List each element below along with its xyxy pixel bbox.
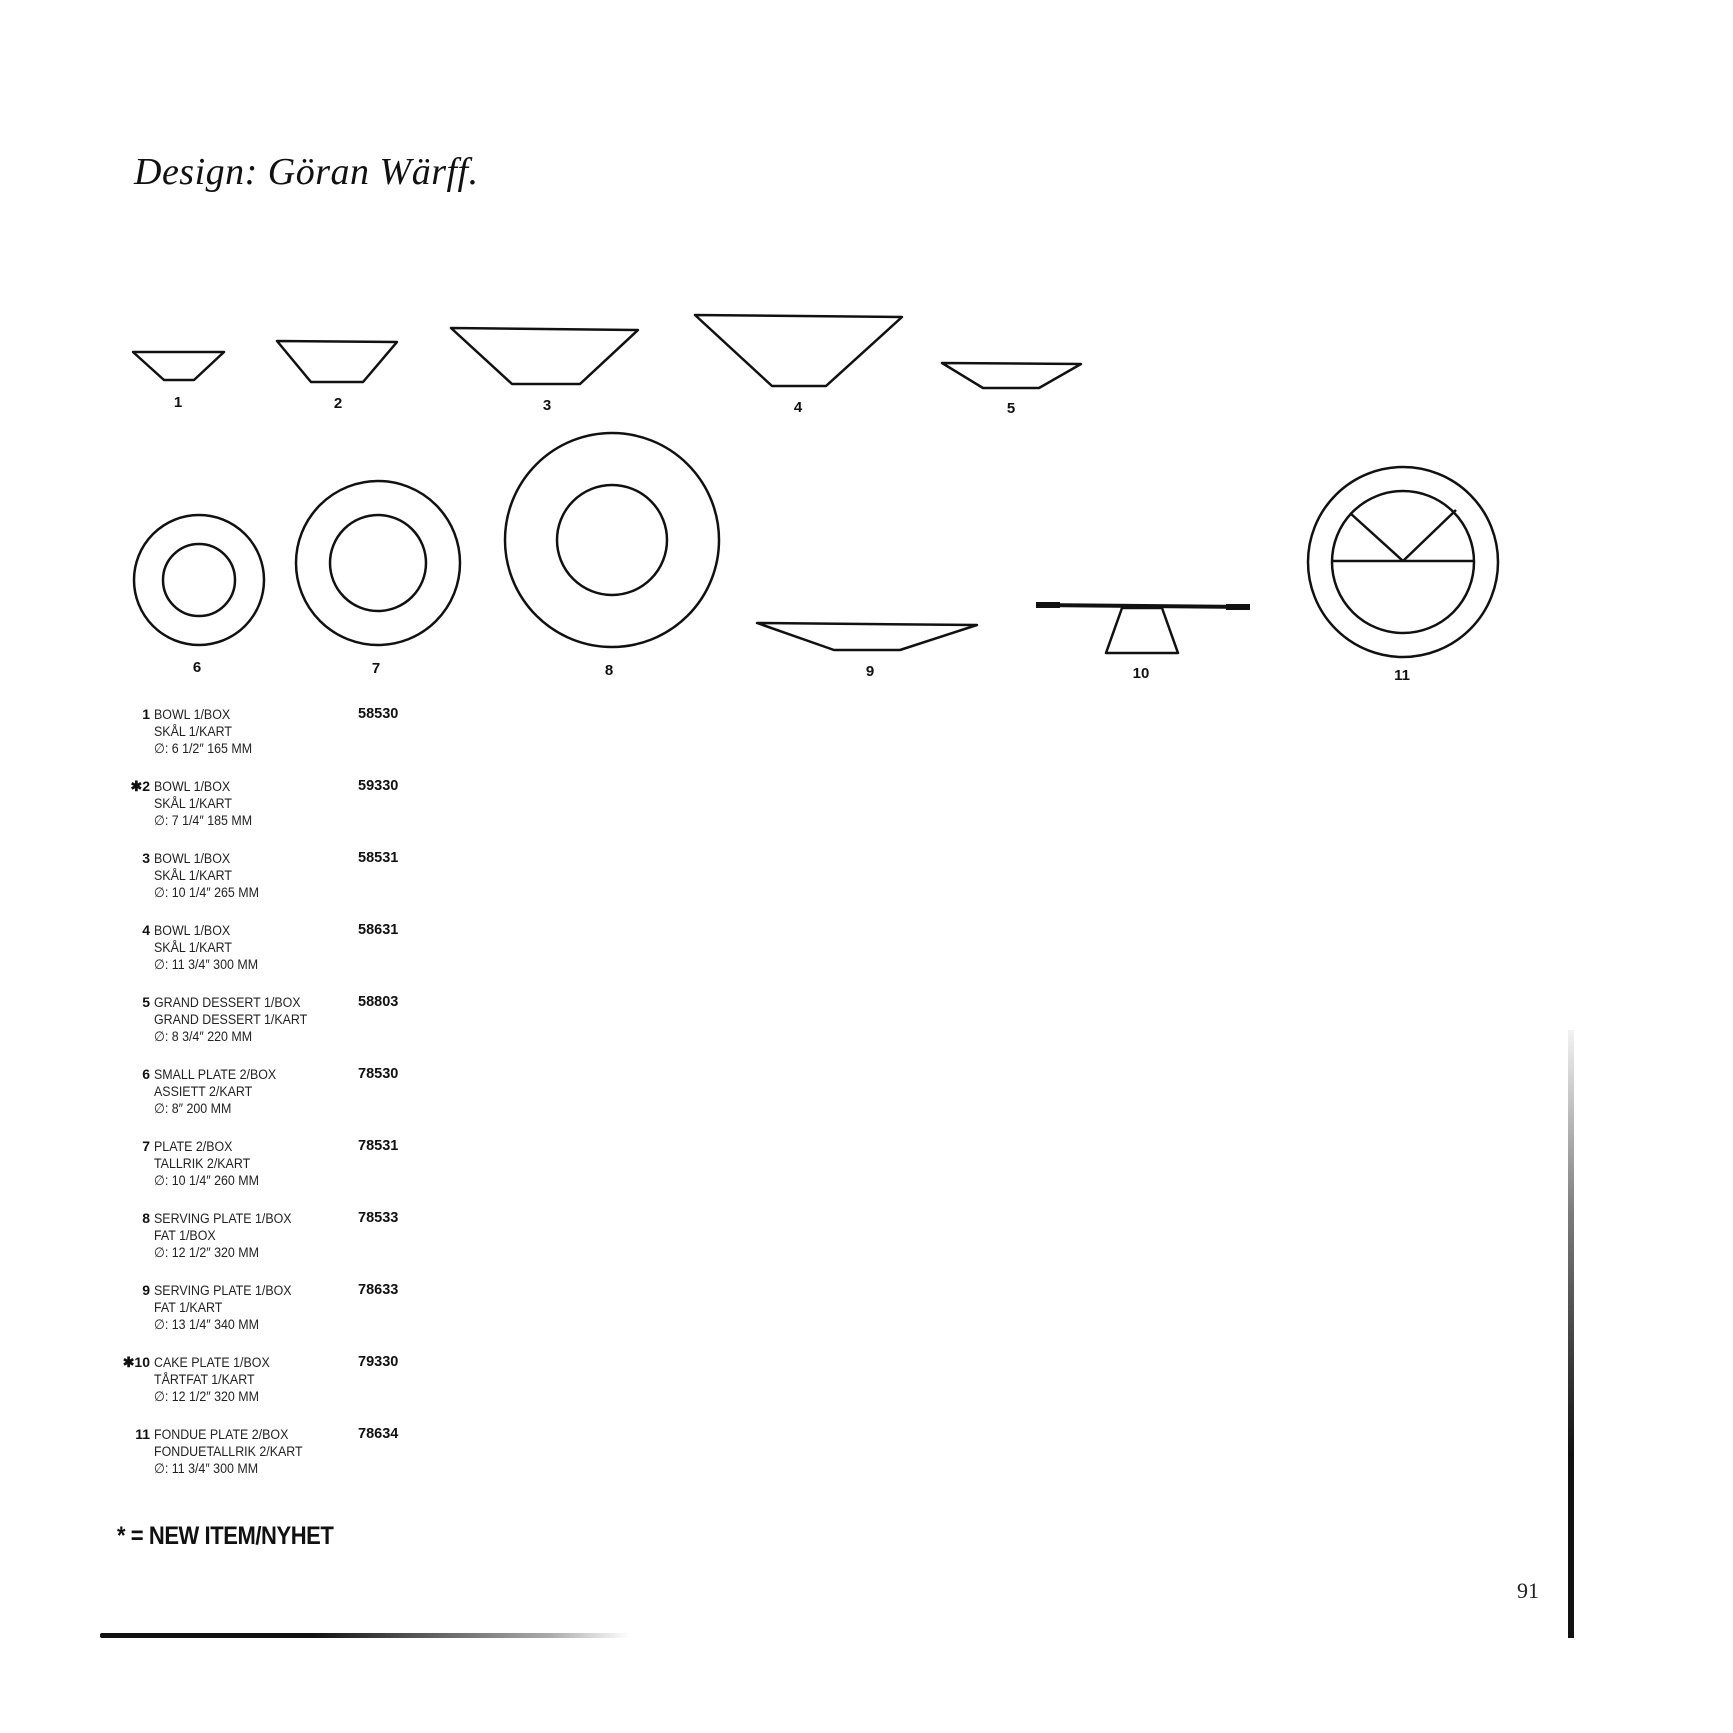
drawing-label-3: 3 — [542, 397, 552, 414]
list-item — [112, 1138, 432, 1210]
item-code: 58803 — [358, 994, 399, 1010]
item-code: 78530 — [358, 1066, 399, 1082]
product-list — [112, 706, 432, 1498]
drawing-label-11: 11 — [1394, 667, 1410, 684]
drawing-label-5: 5 — [1006, 400, 1016, 417]
page-number: 91 — [1517, 1578, 1539, 1603]
drawing-label-6: 6 — [192, 659, 202, 676]
item-description: BOWL 1/BOX SKÅL 1/KART ∅: 6 1/2″ 165 MM — [154, 707, 253, 756]
item-description: CAKE PLATE 1/BOX TÅRTFAT 1/KART ∅: 12 1/2″ 320 MM — [154, 1355, 270, 1404]
item-number: 11 — [135, 1426, 150, 1442]
item-description: BOWL 1/BOX SKÅL 1/KART ∅: 11 3/4″ 300 MM — [154, 923, 259, 972]
item-description: PLATE 2/BOX TALLRIK 2/KART ∅: 10 1/4″ 260 MM — [154, 1139, 259, 1188]
item-number: 1 — [142, 706, 150, 722]
item-number: 8 — [142, 1210, 150, 1226]
item-code: 58530 — [358, 706, 399, 722]
right-edge-rule — [1568, 1030, 1574, 1638]
item-number: 9 — [142, 1282, 150, 1298]
drawing-label-2: 2 — [333, 395, 343, 412]
drawing-label-4: 4 — [793, 399, 803, 416]
list-item — [112, 922, 432, 994]
list-item — [112, 1066, 432, 1138]
list-item — [112, 1282, 432, 1354]
drawing-bowl-2 — [277, 341, 397, 382]
item-code: 79330 — [358, 1354, 399, 1370]
list-item — [112, 850, 432, 922]
drawing-label-7: 7 — [371, 660, 381, 677]
item-code: 58531 — [358, 850, 399, 866]
new-item-legend: * = NEW ITEM/NYHET — [117, 1522, 334, 1550]
item-number: 4 — [142, 922, 150, 938]
drawing-label-8: 8 — [604, 662, 614, 679]
item-number: 5 — [142, 994, 150, 1010]
item-description: SMALL PLATE 2/BOX ASSIETT 2/KART ∅: 8″ 200 MM — [154, 1067, 277, 1116]
drawing-serving-plate-9 — [757, 623, 977, 650]
item-code: 78531 — [358, 1138, 399, 1154]
drawing-label-1: 1 — [173, 394, 183, 411]
item-description: FONDUE PLATE 2/BOX FONDUETALLRIK 2/KART ∅: 11 3/4″ 300 MM — [154, 1427, 303, 1476]
drawing-grand-dessert-5 — [942, 363, 1081, 388]
item-number: 6 — [142, 1066, 150, 1082]
item-number: ✱10 — [122, 1354, 150, 1370]
drawing-plate-7 — [296, 481, 460, 645]
drawing-serving-plate-8 — [505, 433, 719, 647]
drawing-cake-plate-10 — [1036, 605, 1250, 653]
item-code: 59330 — [358, 778, 399, 794]
drawing-bowl-3 — [451, 328, 638, 384]
item-number: 3 — [142, 850, 150, 866]
page-title: Design: Göran Wärff. — [134, 151, 479, 193]
item-code: 78533 — [358, 1210, 399, 1226]
drawing-fondue-plate-11 — [1308, 467, 1498, 657]
list-item — [112, 1426, 432, 1498]
list-item — [112, 994, 432, 1066]
item-description: BOWL 1/BOX SKÅL 1/KART ∅: 7 1/4″ 185 MM — [154, 779, 253, 828]
item-description: SERVING PLATE 1/BOX FAT 1/KART ∅: 13 1/4″ 340 MM — [154, 1283, 292, 1332]
item-description: BOWL 1/BOX SKÅL 1/KART ∅: 10 1/4″ 265 MM — [154, 851, 259, 900]
item-code: 58631 — [358, 922, 399, 938]
item-description: SERVING PLATE 1/BOX FAT 1/BOX ∅: 12 1/2″ 320 MM — [154, 1211, 292, 1260]
item-number: 7 — [142, 1138, 150, 1154]
list-item — [112, 1210, 432, 1282]
drawing-label-10: 10 — [1132, 665, 1150, 682]
item-code: 78634 — [358, 1426, 399, 1442]
item-code: 78633 — [358, 1282, 399, 1298]
item-number: ✱2 — [130, 778, 150, 794]
drawing-label-9: 9 — [865, 663, 875, 680]
drawing-bowl-4 — [695, 315, 902, 386]
list-item — [112, 778, 432, 850]
new-item-star: ✱ — [130, 778, 143, 794]
drawing-bowl-1 — [133, 352, 224, 380]
new-item-star: ✱ — [122, 1354, 135, 1370]
item-description: GRAND DESSERT 1/BOX GRAND DESSERT 1/KART ∅: 8 3/4″ 220 MM — [154, 995, 308, 1044]
bottom-rule — [100, 1633, 630, 1638]
list-item — [112, 1354, 432, 1426]
list-item — [112, 706, 432, 778]
drawing-small-plate-6 — [134, 515, 264, 645]
